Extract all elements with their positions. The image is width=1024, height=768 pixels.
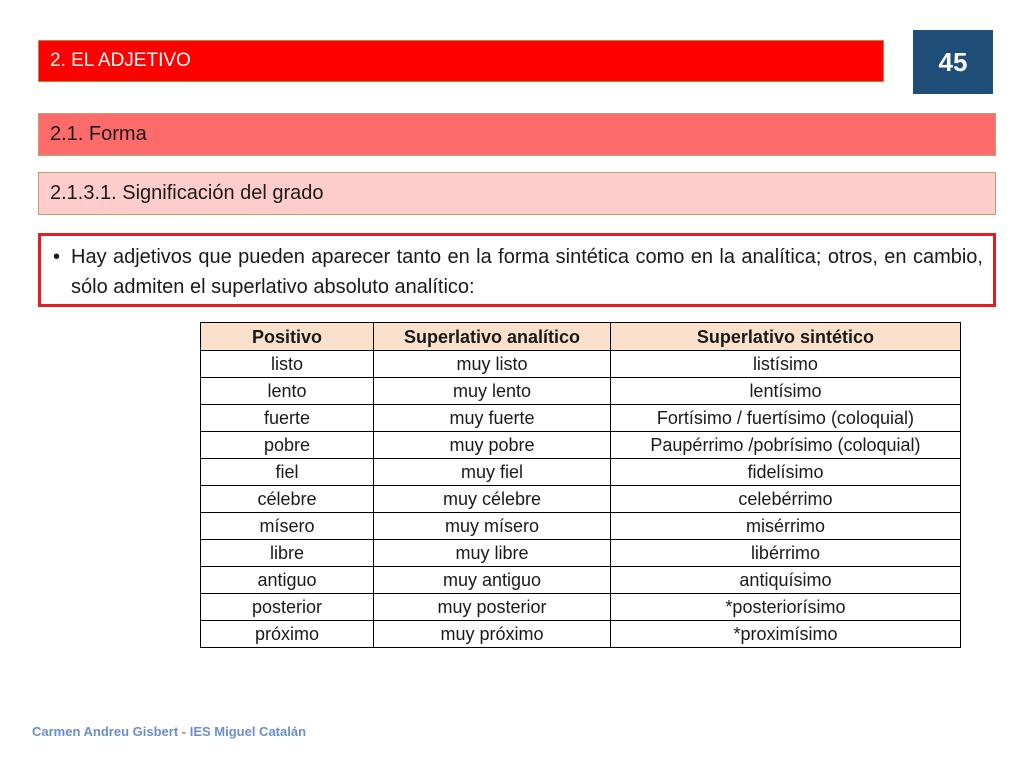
table-row	[201, 513, 961, 540]
cell-positivo: pobre	[201, 432, 374, 459]
table-header-row	[201, 323, 961, 351]
cell-positivo: fiel	[201, 459, 374, 486]
table-row	[201, 405, 961, 432]
table-row	[201, 567, 961, 594]
table-row	[201, 486, 961, 513]
cell-superlativo-sintetico: libérrimo	[610, 540, 960, 567]
cell-positivo: posterior	[201, 594, 374, 621]
cell-superlativo-sintetico: lentísimo	[610, 378, 960, 405]
header-superlativo-sintetico: Superlativo sintético	[610, 323, 960, 351]
table-row	[201, 351, 961, 378]
degree-table	[200, 322, 961, 648]
cell-positivo: mísero	[201, 513, 374, 540]
bullet-text: Hay adjetivos que pueden aparecer tanto en la forma sintética como en la analítica; otros, en cambio, sólo admiten el superlativo absoluto analítico:	[71, 246, 983, 298]
cell-positivo: lento	[201, 378, 374, 405]
table-row	[201, 621, 961, 648]
table-body	[201, 351, 961, 648]
table-row	[201, 459, 961, 486]
cell-positivo: próximo	[201, 621, 374, 648]
cell-superlativo-sintetico: Fortísimo / fuertísimo (coloquial)	[610, 405, 960, 432]
table-row	[201, 594, 961, 621]
cell-superlativo-sintetico: *posteriorísimo	[610, 594, 960, 621]
page-number-badge	[913, 30, 993, 94]
footer-author: Carmen Andreu Gisbert - IES Miguel Catalán	[32, 724, 307, 739]
section-title: 2.1. Forma	[50, 123, 147, 145]
cell-superlativo-analitico: muy mísero	[374, 513, 611, 540]
bullet-box	[38, 233, 996, 307]
subsection-title-bar	[38, 172, 996, 215]
table-row	[201, 540, 961, 567]
cell-superlativo-analitico: muy lento	[374, 378, 611, 405]
chapter-title-bar	[38, 40, 884, 82]
cell-superlativo-sintetico: antiquísimo	[610, 567, 960, 594]
cell-superlativo-sintetico: listísimo	[610, 351, 960, 378]
cell-positivo: listo	[201, 351, 374, 378]
cell-superlativo-analitico: muy listo	[374, 351, 611, 378]
cell-superlativo-analitico: muy posterior	[374, 594, 611, 621]
cell-superlativo-sintetico: fidelísimo	[610, 459, 960, 486]
cell-superlativo-analitico: muy libre	[374, 540, 611, 567]
cell-superlativo-sintetico: *proximísimo	[610, 621, 960, 648]
table-row	[201, 378, 961, 405]
page-number: 45	[938, 46, 968, 77]
cell-superlativo-analitico: muy célebre	[374, 486, 611, 513]
cell-superlativo-analitico: muy fuerte	[374, 405, 611, 432]
table-row	[201, 432, 961, 459]
cell-superlativo-sintetico: Paupérrimo /pobrísimo (coloquial)	[610, 432, 960, 459]
cell-superlativo-analitico: muy pobre	[374, 432, 611, 459]
cell-superlativo-analitico: muy antiguo	[374, 567, 611, 594]
section-title-bar	[38, 113, 996, 156]
chapter-title: 2. EL ADJETIVO	[50, 50, 191, 71]
cell-positivo: libre	[201, 540, 374, 567]
header-positivo: Positivo	[201, 323, 374, 351]
cell-superlativo-sintetico: misérrimo	[610, 513, 960, 540]
cell-superlativo-sintetico: celebérrimo	[610, 486, 960, 513]
subsection-title: 2.1.3.1. Significación del grado	[50, 182, 324, 204]
bullet-marker: •	[53, 246, 61, 268]
cell-positivo: fuerte	[201, 405, 374, 432]
cell-positivo: antiguo	[201, 567, 374, 594]
cell-superlativo-analitico: muy próximo	[374, 621, 611, 648]
header-superlativo-analitico: Superlativo analítico	[374, 323, 611, 351]
cell-positivo: célebre	[201, 486, 374, 513]
cell-superlativo-analitico: muy fiel	[374, 459, 611, 486]
